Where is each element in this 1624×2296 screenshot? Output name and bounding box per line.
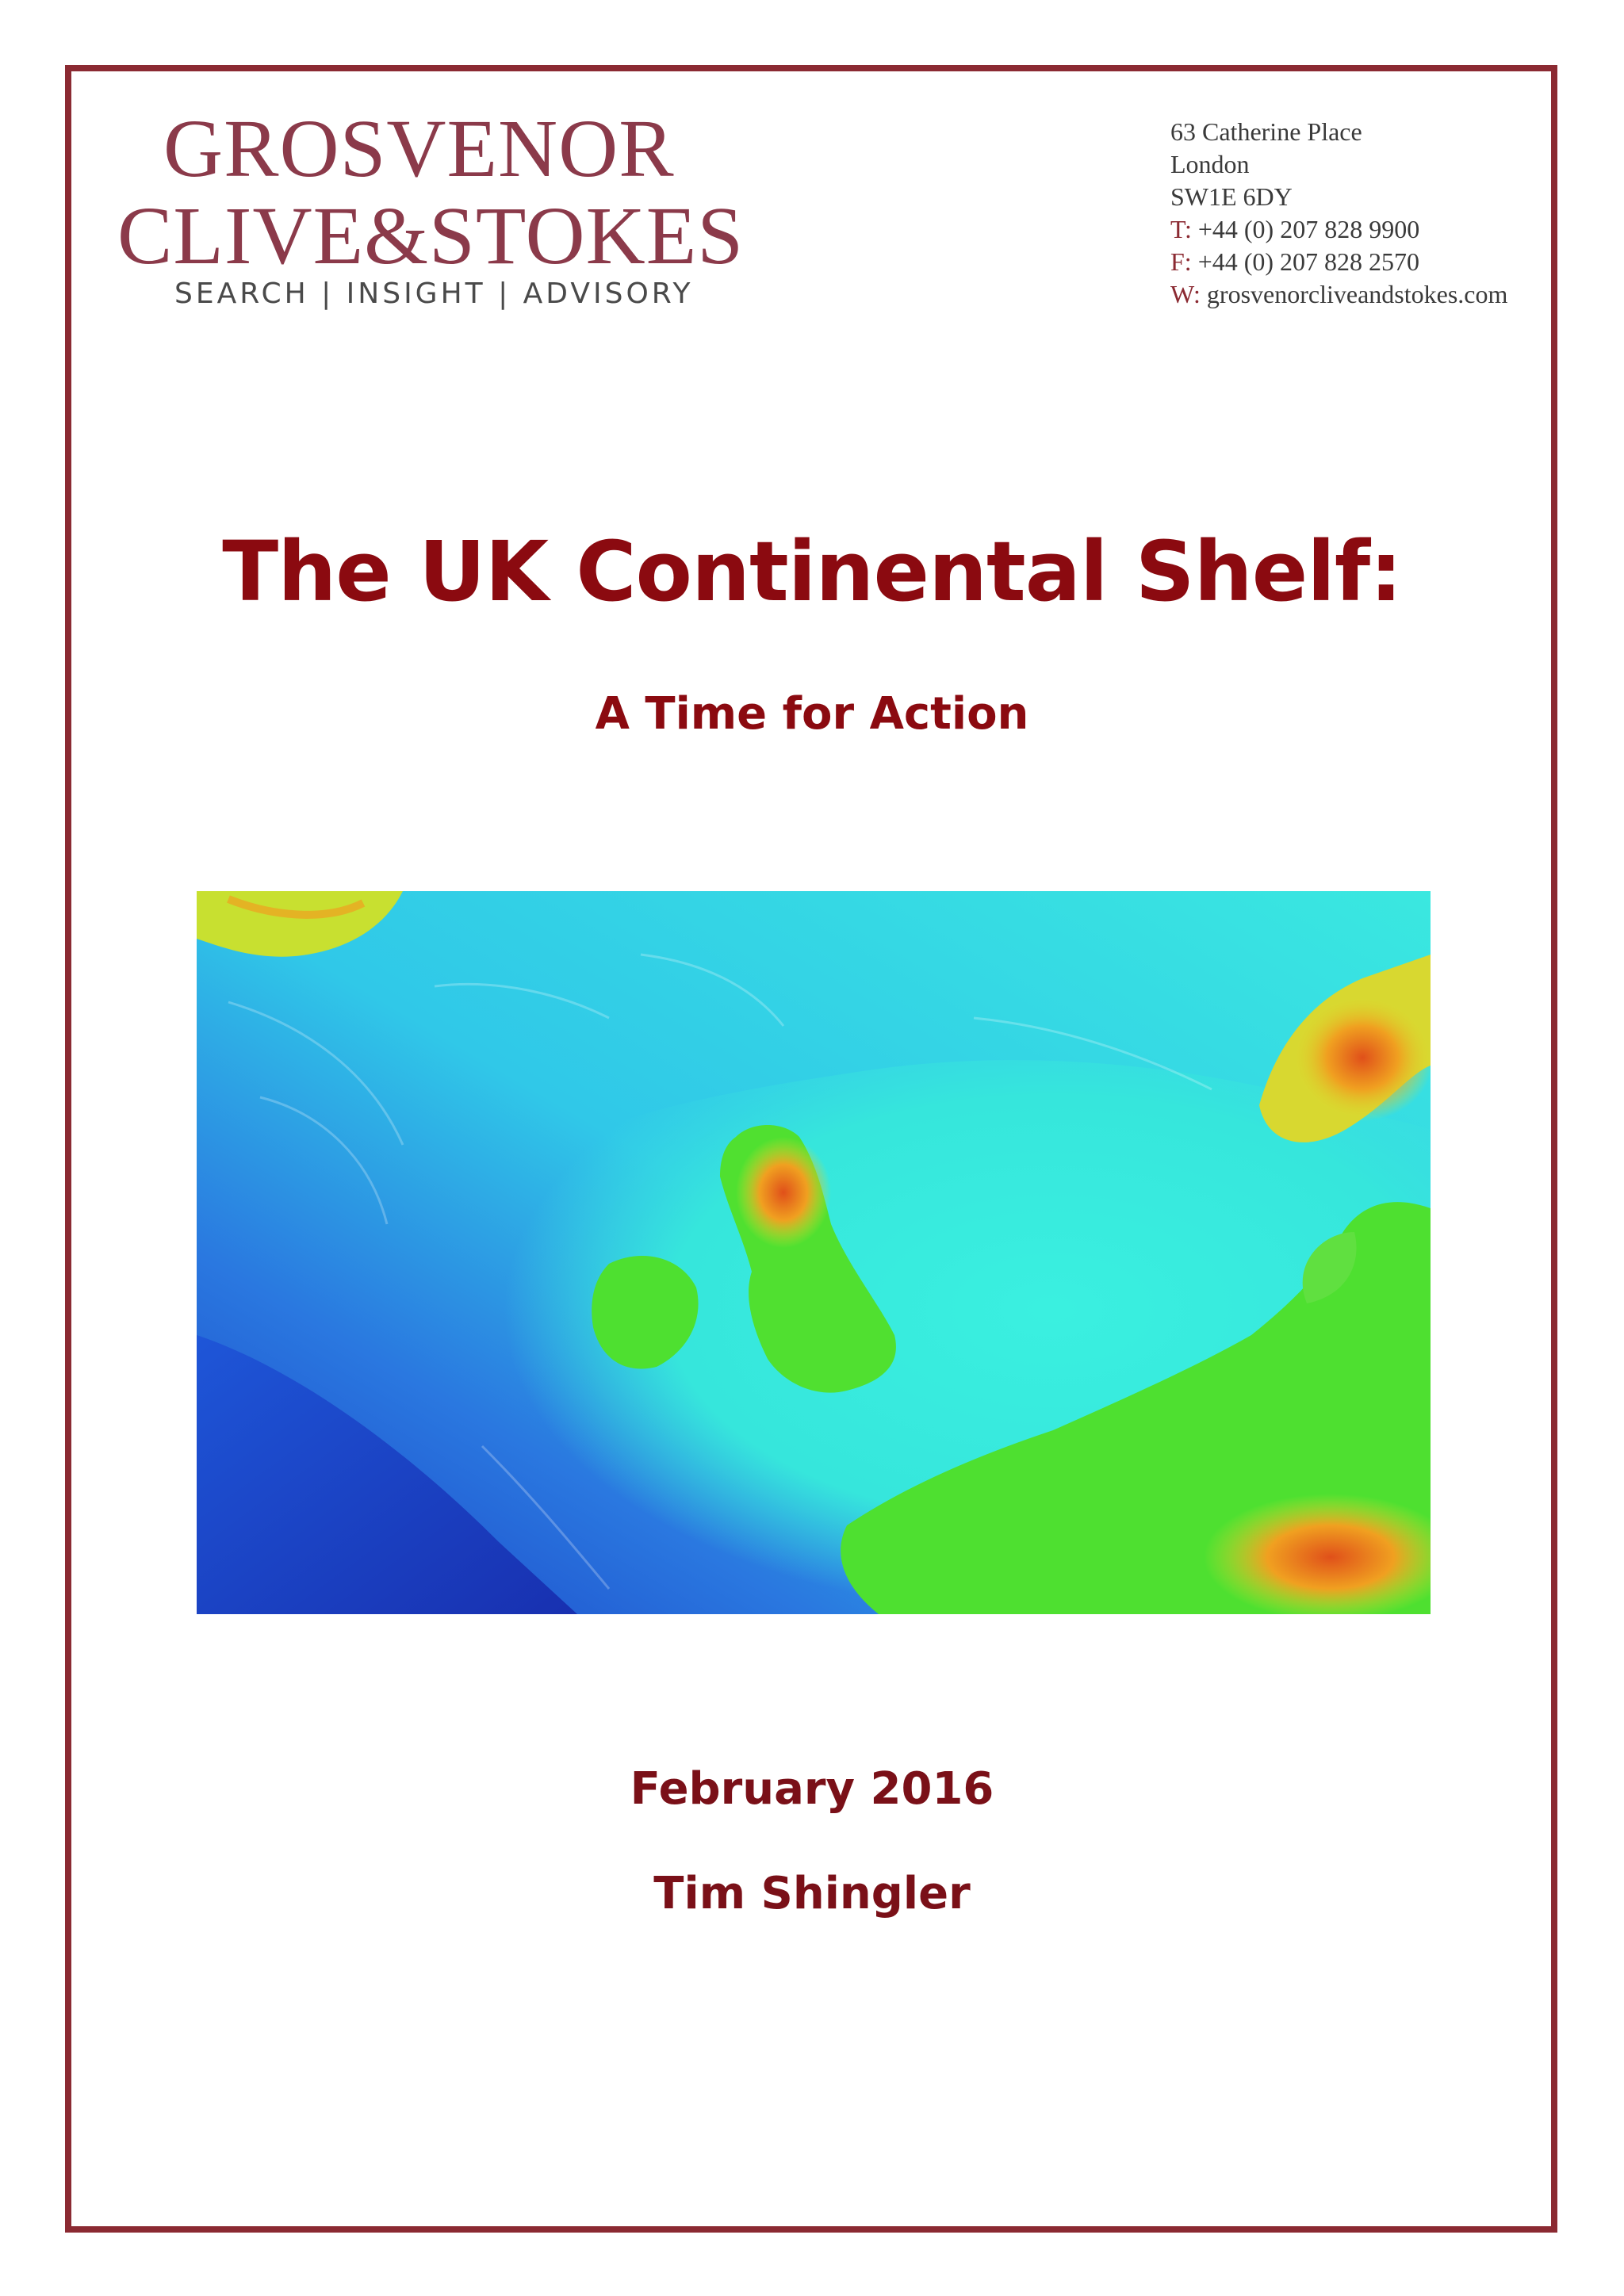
document-subtitle: A Time for Action	[595, 688, 1029, 740]
topographic-map-image	[197, 891, 1431, 1614]
address-web-line	[1170, 278, 1507, 311]
address-fax-line	[1170, 246, 1507, 278]
company-logo	[117, 101, 745, 323]
document-title: The UK Continental Shelf:	[222, 523, 1402, 620]
fax-key: F:	[1170, 247, 1192, 276]
website[interactable]: grosvenorcliveandstokes.com	[1206, 280, 1508, 308]
address-postcode: SW1E 6DY	[1170, 182, 1293, 211]
phone-number: +44 (0) 207 828 9900	[1197, 215, 1420, 243]
author-name: Tim Shingler	[653, 1868, 971, 1919]
logo-tagline: SEARCH | INSIGHT | ADVISORY	[174, 277, 694, 310]
address-city: London	[1170, 150, 1250, 178]
map-graphic	[197, 891, 1431, 1614]
address-block	[1170, 116, 1507, 311]
logo-line-grosvenor: GROSVENOR	[163, 103, 675, 194]
web-key: W:	[1170, 280, 1201, 308]
address-phone-line	[1170, 213, 1507, 246]
address-street: 63 Catherine Place	[1170, 117, 1362, 146]
logo-line-clive-stokes: CLIVE&STOKES	[117, 190, 745, 281]
publication-date: February 2016	[630, 1763, 994, 1815]
phone-key: T:	[1170, 215, 1192, 243]
fax-number: +44 (0) 207 828 2570	[1197, 247, 1420, 276]
